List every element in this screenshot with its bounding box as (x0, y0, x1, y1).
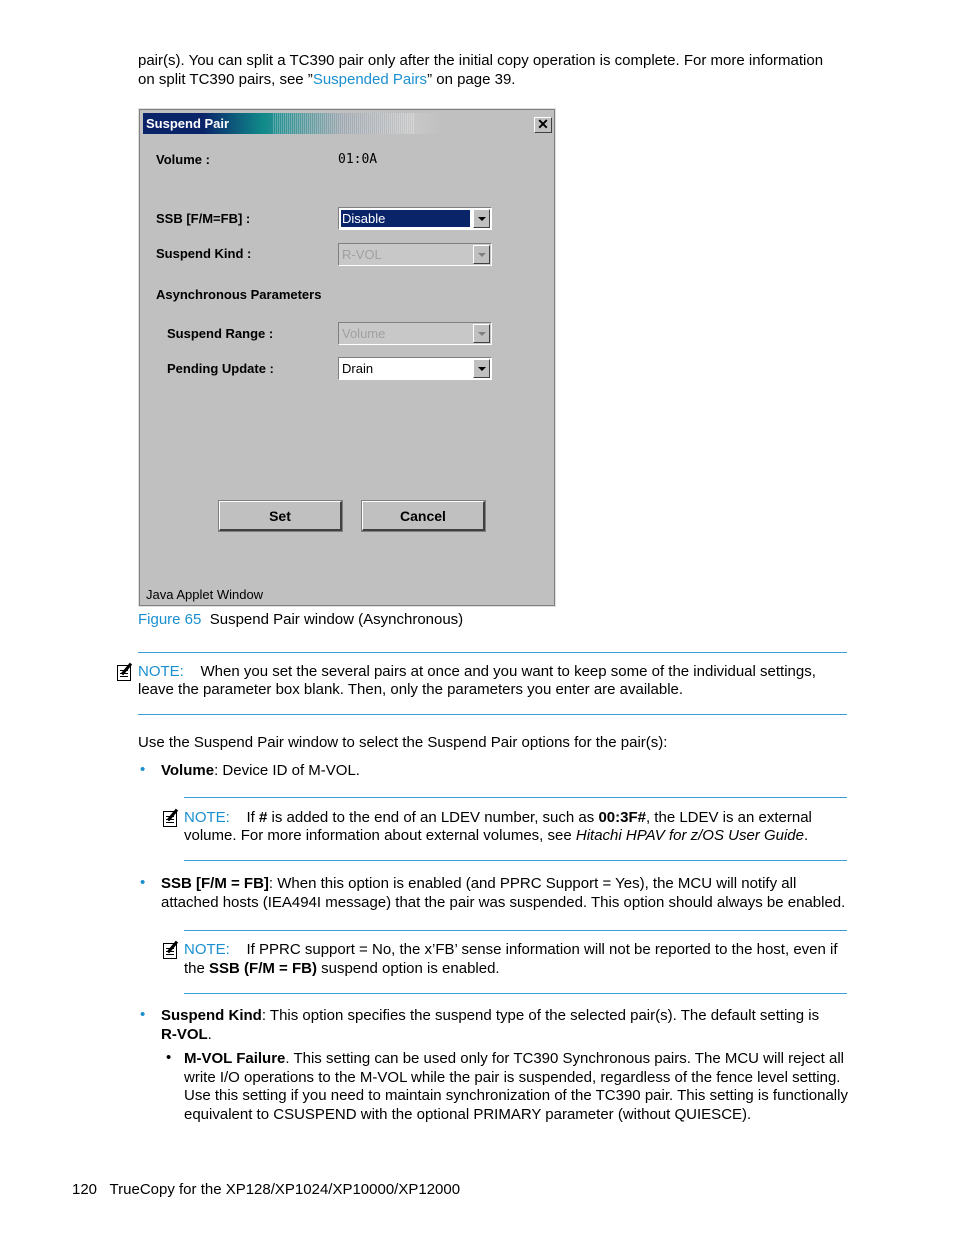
set-button[interactable]: Set (219, 501, 342, 531)
note1-line-2: leave the parameter box blank. Then, only the parameters you enter are available. (138, 681, 684, 698)
note2-hash: # (259, 809, 268, 826)
note3-bottom-rule (184, 993, 847, 994)
suspend-range-value: Volume (342, 326, 386, 341)
intro-text-pre: on split TC390 pairs, see ” (138, 71, 313, 88)
applet-status: Java Applet Window (146, 587, 264, 602)
kind-default: R-VOL (161, 1026, 208, 1043)
mvol-desc: . This setting can be used only for TC390 Synchronous pairs. The MCU will reject all (285, 1050, 845, 1067)
figure-caption (138, 610, 463, 629)
dialog-title: Suspend Pair (146, 116, 230, 131)
chevron-down-icon[interactable] (473, 209, 490, 228)
note1-line-1 (138, 662, 816, 681)
note2-text: If (246, 809, 260, 826)
note3-text: the (184, 960, 210, 977)
figure-label: Figure 65 (138, 611, 202, 628)
suspended-pairs-link[interactable]: Suspended Pairs (312, 71, 428, 88)
suspend-kind-label: Suspend Kind : (156, 246, 252, 261)
mvol-term: M-VOL Failure (184, 1050, 286, 1067)
note1-text-1: When you set the several pairs at once and you want to keep some of the individual settings, (200, 663, 816, 680)
async-parameters-header: Asynchronous Parameters (156, 287, 322, 302)
volume-term: Volume (161, 762, 215, 779)
bullet-dot: • (140, 761, 146, 778)
mvol-line-1 (184, 1049, 844, 1068)
note2-line-2 (184, 826, 808, 845)
ssb-term: SSB [F/M = FB] (161, 875, 269, 892)
note2-guide-title: Hitachi HPAV for z/OS User Guide (575, 827, 804, 844)
note1-bottom-rule (138, 714, 847, 715)
suspend-range-label: Suspend Range : (167, 326, 274, 341)
note3-line-1 (184, 940, 838, 959)
ssb-select-value: Disable (341, 210, 470, 227)
kind-bullet-line-2 (161, 1025, 212, 1044)
chevron-down-icon[interactable] (473, 324, 490, 343)
intro-line-2 (138, 70, 515, 89)
footer (72, 1180, 460, 1199)
note3-text: If PPRC support = No, the x’FB’ sense information will not be reported to the host, even if (246, 941, 838, 958)
suspend-range-select[interactable] (338, 322, 492, 345)
suspend-pair-dialog (139, 109, 555, 606)
chevron-down-icon[interactable] (473, 359, 490, 378)
note1-label: NOTE: (138, 663, 184, 680)
kind-desc: : This option specifies the suspend type of the selected pair(s). The default setting is (261, 1007, 820, 1024)
note2-ldev-example: 00:3F# (598, 809, 646, 826)
intro-text-post: ” on page 39. (427, 71, 516, 88)
volume-bullet (161, 761, 360, 780)
volume-desc: : Device ID of M-VOL. (214, 762, 360, 779)
volume-label: Volume : (156, 152, 210, 167)
note3-top-rule (184, 930, 847, 931)
note-icon (117, 665, 131, 681)
figure-caption-text: Suspend Pair window (Asynchronous) (209, 611, 464, 628)
note2-line-1 (184, 808, 812, 827)
note2-text: , the LDEV is an external (645, 809, 812, 826)
kind-period: . (207, 1026, 212, 1043)
pending-update-label: Pending Update : (167, 361, 274, 376)
pending-update-select[interactable] (338, 357, 492, 380)
note1-top-rule (138, 652, 847, 653)
mvol-line-3: Use this setting if you need to maintain synchronization of the TC390 pair. This setting is functionally (184, 1087, 848, 1104)
close-icon[interactable]: ✕ (534, 117, 552, 133)
titlebar-pattern (273, 113, 415, 134)
note2-text: is added to the end of an LDEV number, such as (267, 809, 599, 826)
note3-line-2 (184, 959, 500, 978)
page-number: 120 (72, 1181, 98, 1198)
note3-ssb-term: SSB (F/M = FB) (209, 960, 317, 977)
ssb-label: SSB [F/M=FB] : (156, 211, 251, 226)
intro-line-1: pair(s). You can split a TC390 pair only after the initial copy operation is complete. For more information (138, 52, 824, 69)
note2-bottom-rule (184, 860, 847, 861)
chevron-down-icon[interactable] (473, 245, 490, 264)
dialog-titlebar (143, 113, 551, 134)
note-icon (163, 943, 177, 959)
ssb-desc: : When this option is enabled (and PPRC Support = Yes), the MCU will notify all (268, 875, 797, 892)
note2-text: volume. For more information about external volumes, see (184, 827, 576, 844)
note2-label: NOTE: (184, 809, 230, 826)
footer-title: TrueCopy for the XP128/XP1024/XP10000/XP12000 (109, 1181, 461, 1198)
ssb-bullet-line-1 (161, 874, 796, 893)
suspend-kind-value: R-VOL (342, 247, 382, 262)
note2-text: . (804, 827, 809, 844)
ssb-bullet-line-2: attached hosts (IEA494I message) that the pair was suspended. This option should always be enabled. (161, 894, 846, 911)
body-intro: Use the Suspend Pair window to select the Suspend Pair options for the pair(s): (138, 734, 668, 751)
bullet-dot: • (140, 874, 146, 891)
sub-bullet-dot: • (166, 1049, 172, 1066)
pending-update-value: Drain (342, 361, 374, 376)
volume-value: 01:0A (338, 152, 378, 167)
note3-label: NOTE: (184, 941, 230, 958)
kind-term: Suspend Kind (161, 1007, 262, 1024)
bullet-dot: • (140, 1006, 146, 1023)
note-icon (163, 811, 177, 827)
mvol-line-4: equivalent to CSUSPEND with the optional PRIMARY parameter (without QUIESCE). (184, 1106, 752, 1123)
note2-top-rule (184, 797, 847, 798)
mvol-line-2: write I/O operations to the M-VOL while the pair is suspended, regardless of the fence level setting. (184, 1069, 841, 1086)
cancel-button[interactable]: Cancel (362, 501, 485, 531)
kind-bullet-line-1 (161, 1006, 819, 1025)
suspend-kind-select[interactable] (338, 243, 492, 266)
ssb-select[interactable] (338, 207, 492, 230)
note3-text: suspend option is enabled. (316, 960, 500, 977)
